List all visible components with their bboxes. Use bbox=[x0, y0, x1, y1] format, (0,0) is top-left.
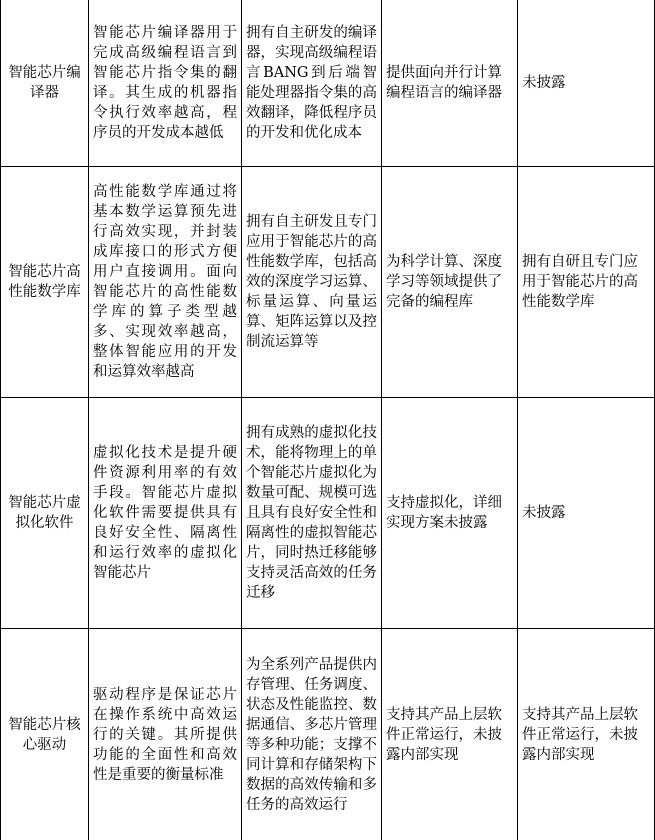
company-capability-cell: 拥有自主研发的编译器，实现高级编程语言BANG到后端智能处理器指令集的高效翻译，降低程序员的开发和优化成本 bbox=[242, 0, 382, 167]
description-cell: 智能芯片编译器用于完成高级编程语言到智能芯片指令集的翻译。其生成的机器指令执行效率越高，程序员的开发成本越低 bbox=[89, 0, 242, 167]
company-capability-cell: 为全系列产品提供内存管理、任务调度、状态及性能监控、数据通信、多芯片管理等多种功能；支撑不同计算和存储架构下数据的高效传输和多任务的高效运行 bbox=[242, 629, 382, 840]
competitor-cell: 未披露 bbox=[518, 0, 655, 167]
description-cell: 高性能数学库通过将基本数学运算预先进行高效实现，并封装成库接口的形式方便用户直接调用。面向智能芯片的高性能数学库的算子类型越多、实现效率越高，整体智能应用的开发和运算效率越高 bbox=[89, 167, 242, 398]
description-cell: 虚拟化技术是提升硬件资源利用率的有效手段。智能芯片虚拟化软件需要提供具有良好安全性、隔离性和运行效率的虚拟化智能芯片 bbox=[89, 398, 242, 629]
table-row bbox=[1, 398, 655, 629]
feature-cell: 提供面向并行计算编程语言的编译器 bbox=[382, 0, 518, 167]
table-row bbox=[1, 629, 655, 840]
row-name-cell: 智能芯片核心驱动 bbox=[1, 629, 89, 840]
row-name-cell: 智能芯片虚拟化软件 bbox=[1, 398, 89, 629]
row-name-cell: 智能芯片高性能数学库 bbox=[1, 167, 89, 398]
competitor-cell: 支持其产品上层软件正常运行，未披露内部实现 bbox=[518, 629, 655, 840]
table-row bbox=[1, 0, 655, 167]
company-capability-cell: 拥有成熟的虚拟化技术，能将物理上的单个智能芯片虚拟化为数量可配、规模可选且具有良好安全性和隔离性的虚拟智能芯片，同时热迁移能够支持灵活高效的任务迁移 bbox=[242, 398, 382, 629]
competitor-cell: 未披露 bbox=[518, 398, 655, 629]
table-row bbox=[1, 167, 655, 398]
row-name-cell: 智能芯片编译器 bbox=[1, 0, 89, 167]
description-cell: 驱动程序是保证芯片在操作系统中高效运行的关键。其所提供功能的全面性和高效性是重要的衡量标准 bbox=[89, 629, 242, 840]
feature-cell: 支持其产品上层软件正常运行，未披露内部实现 bbox=[382, 629, 518, 840]
feature-cell: 支持虚拟化，详细实现方案未披露 bbox=[382, 398, 518, 629]
company-capability-cell: 拥有自主研发且专门应用于智能芯片的高性能数学库，包括高效的深度学习运算、标量运算、向量运算、矩阵运算以及控制流运算等 bbox=[242, 167, 382, 398]
feature-cell: 为科学计算、深度学习等领域提供了完备的编程库 bbox=[382, 167, 518, 398]
competitor-cell: 拥有自研且专门应用于智能芯片的高性能数学库 bbox=[518, 167, 655, 398]
